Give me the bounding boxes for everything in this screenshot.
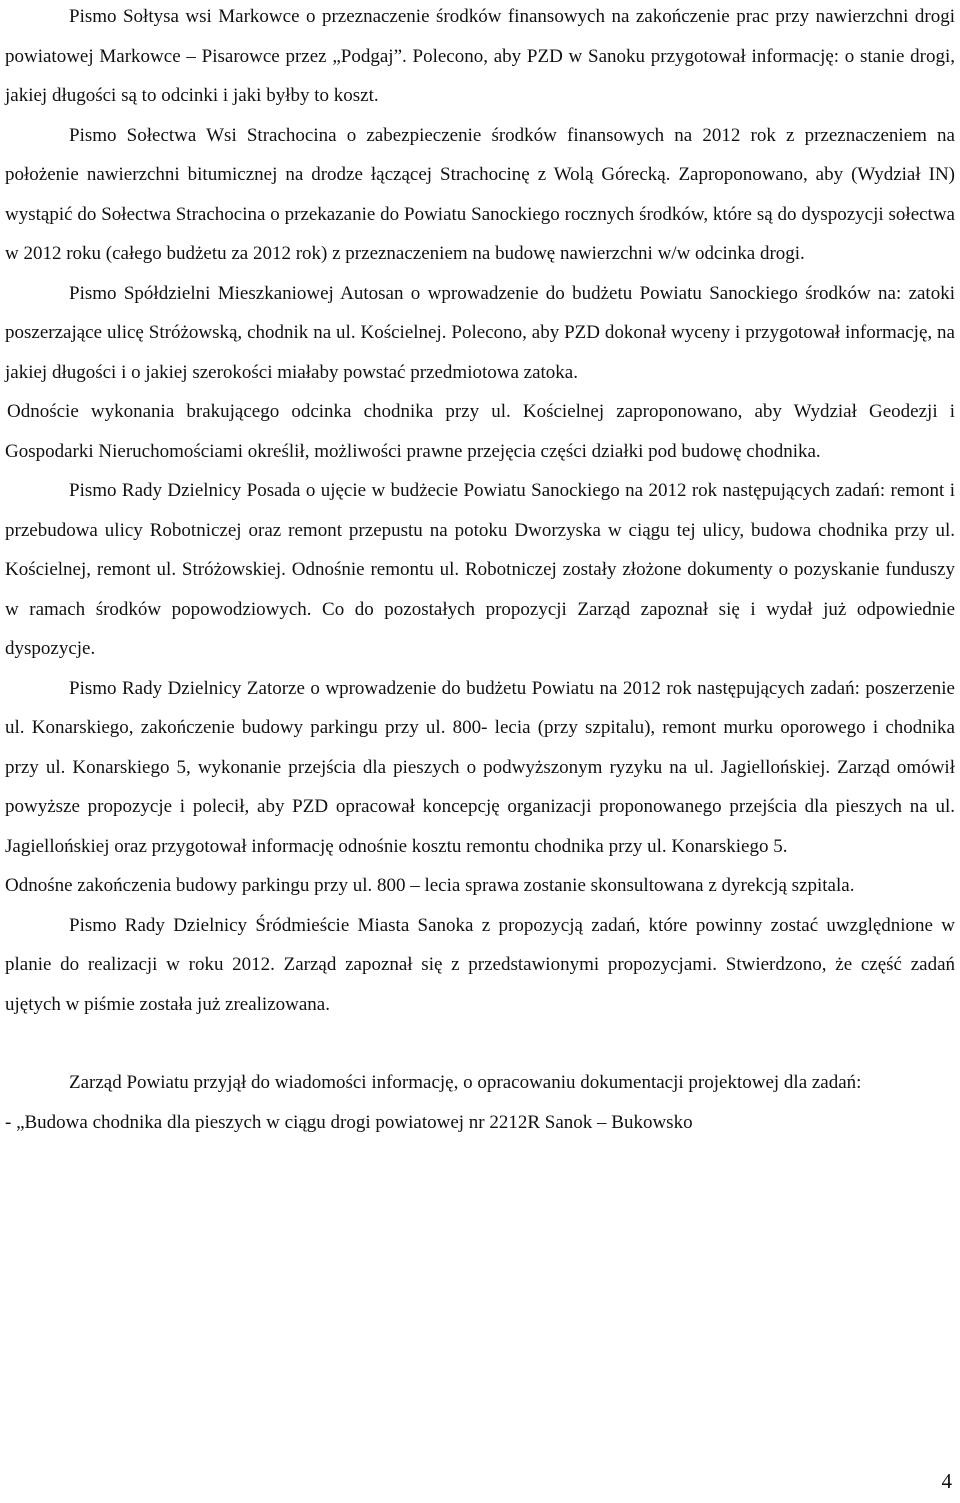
paragraph-zarzad: Zarząd Powiatu przyjął do wiadomości informację, o opracowaniu dokumentacji projektowej dla zadań: bbox=[69, 1072, 862, 1093]
paragraph-parking: Odnośne zakończenia budowy parkingu przy ul. 800 – lecia sprawa zostanie skonsultowana z dyrekcją szpitala. bbox=[5, 875, 855, 896]
paragraph-markowce: Pismo Sołtysa wsi Markowce o przeznaczenie środków finansowych na zakończenie prac przy nawierzchni drogi powiatowej Markowce – Pisarowce przez „Podgaj”. Polecono, aby PZD w Sanoku przygotował informację: o stanie drogi, jakiej długości są to odcinki i jaki byłby to koszt. bbox=[5, 6, 955, 106]
paragraph-spacer bbox=[5, 1024, 955, 1063]
document-body bbox=[5, 0, 955, 1142]
list-item-bukowsko: - „Budowa chodnika dla pieszych w ciągu drogi powiatowej nr 2212R Sanok – Bukowsko bbox=[5, 1111, 693, 1133]
paragraph-zatorze: Pismo Rady Dzielnicy Zatorze o wprowadzenie do budżetu Powiatu na 2012 rok następujących zadań: poszerzenie ul. Konarskiego, zakończenie budowy parkingu przy ul. 800- lecia (przy szpitalu), remont murku oporowego i chodnika przy ul. Konarskiego 5, wykonanie przejścia dla pieszych o podwyższonym ryzyku na ul. Jagiellońskiej. Zarząd omówił powyższe propozycje i polecił, aby PZD opracował koncepcję organizacji proponowanego przejścia dla pieszych na ul. Jagiellońskiej oraz przygotował informację odnośnie kosztu remontu chodnika przy ul. Konarskiego 5. bbox=[5, 677, 955, 857]
page-number: 4 bbox=[941, 1469, 952, 1493]
paragraph-autosan: Pismo Spółdzielni Mieszkaniowej Autosan o wprowadzenie do budżetu Powiatu Sanockiego środków na: zatoki poszerzające ulicę Stróżowską, chodnik na ul. Kościelnej. Polecono, aby PZD dokonał wyceny i przygotował informację, na jakiej długości i o jakiej szerokości miałaby powstać przedmiotowa zatoka. bbox=[5, 282, 955, 383]
paragraph-posada: Pismo Rady Dzielnicy Posada o ujęcie w budżecie Powiatu Sanockiego na 2012 rok następujących zadań: remont i przebudowa ulicy Robotniczej oraz remont przepustu na potoku Dworzyska w ciągu tej ulicy, budowa chodnika przy ul. Kościelnej, remont ul. Stróżowskiej. Odnośnie remontu ul. Robotniczej zostały złożone dokumenty o pozyskanie funduszy w ramach środków popowodziowych. Co do pozostałych propozycji Zarząd zapoznał się i wydał już odpowiednie dyspozycje. bbox=[5, 480, 955, 659]
paragraph-strachocina: Pismo Sołectwa Wsi Strachocina o zabezpieczenie środków finansowych na 2012 rok z przeznaczeniem na położenie nawierzchni bitumicznej na drodze łączącej Strachocinę z Wolą Górecką. Zaproponowano, aby (Wydział IN) wystąpić do Sołectwa Strachocina o przekazanie do Powiatu Sanockiego rocznych środków, które są do dyspozycji sołectwa w 2012 roku (całego budżetu za 2012 rok) z przeznaczeniem na budowę nawierzchni w/w odcinka drogi. bbox=[5, 124, 955, 264]
paragraph-koscielna-sidewalk: Odnoście wykonania brakującego odcinka chodnika przy ul. Kościelnej zaproponowano, aby Wydział Geodezji i Gospodarki Nieruchomościami określił, możliwości prawne przejęcia części działki pod budowę chodnika. bbox=[5, 401, 955, 462]
paragraph-srodmiescie: Pismo Rady Dzielnicy Śródmieście Miasta Sanoka z propozycją zadań, które powinny zostać uwzględnione w planie do realizacji w roku 2012. Zarząd zapoznał się z przedstawionymi propozycjami. Stwierdzono, że część zadań ujętych w piśmie została już zrealizowana. bbox=[5, 914, 955, 1015]
